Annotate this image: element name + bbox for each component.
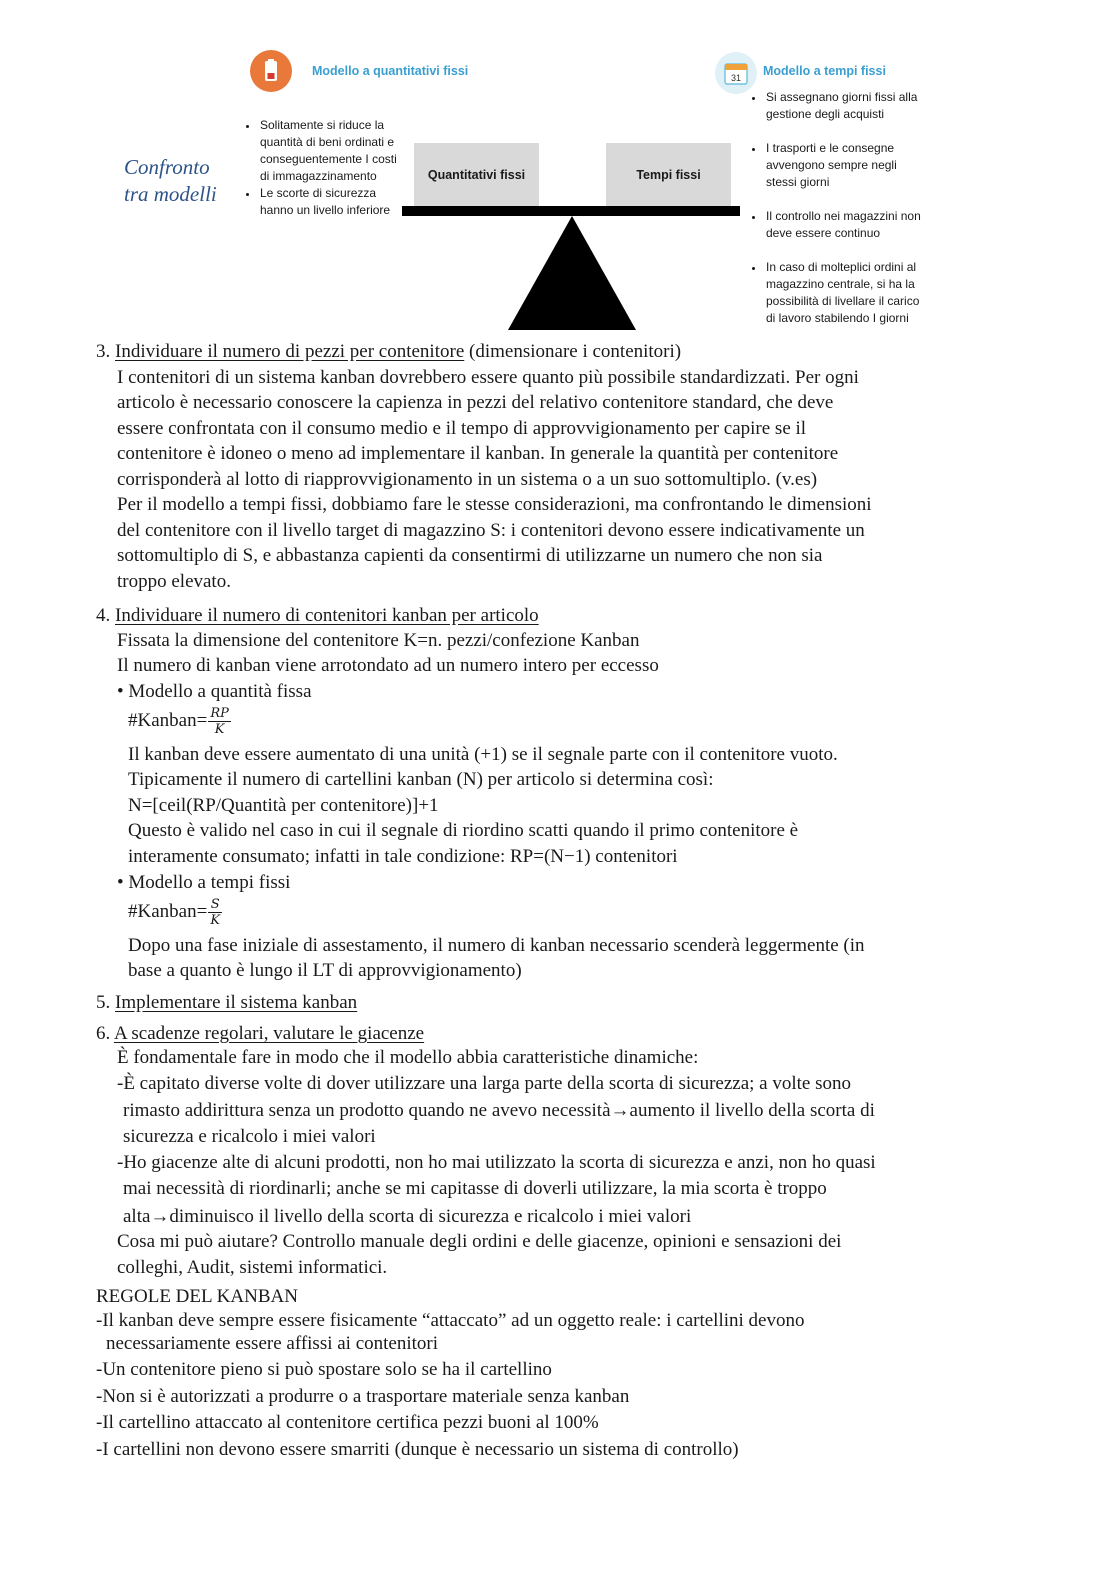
model-2-formula (128, 897, 222, 928)
s3-line: troppo elevato. (117, 571, 231, 592)
m1-line: Il kanban deve essere aumentato di una unità (+1) se il segnale parte con il contenitore vuoto. (128, 744, 838, 765)
calendar-icon (715, 52, 757, 94)
model-1-formula (128, 706, 231, 737)
m2-line: Dopo una fase iniziale di assestamento, il numero di kanban necessario scenderà leggermente (in (128, 935, 865, 956)
s6-line: mai necessità di riordinarli; anche se mi capitasse di doverli utilizzare, la mia scorta è troppo (123, 1178, 827, 1199)
m1-line: Questo è valido nel caso in cui il segnale di riordino scatti quando il primo contenitore è (128, 820, 799, 841)
section-6-title: A scadenze regolari, valutare le giacenze (113, 1023, 425, 1044)
formula-lhs: #Kanban= (128, 900, 208, 922)
section-3-title: Individuare il numero di pezzi per contenitore (115, 341, 465, 362)
fraction (208, 706, 231, 737)
rules-heading: REGOLE DEL KANBAN (96, 1286, 298, 1307)
s3-line: del contenitore con il livello target di magazzino S: i contenitori devono essere indicativamente un (117, 520, 865, 541)
section-6-number: 6. (96, 1023, 111, 1044)
right-bullet: • I trasporti e le consegne avvengono sempre negli stessi giorni (764, 140, 924, 191)
section-4-title: Individuare il numero di contenitori kanban per articolo (115, 605, 539, 626)
section-3-number: 3. (96, 341, 111, 362)
s4-intro-line: Fissata la dimensione del contenitore K=n. pezzi/confezione Kanban (117, 630, 640, 651)
s6-line: È fondamentale fare in modo che il modello abbia caratteristiche dinamiche: (117, 1047, 699, 1068)
m1-line: interamente consumato; infatti in tale condizione: RP=(N−1) contenitori (128, 846, 678, 867)
rule-line: necessariamente essere affissi ai contenitori (106, 1333, 439, 1354)
s6-line: -È capitato diverse volte di dover utilizzare una larga parte della scorta di sicurezza; a volte sono (117, 1073, 852, 1094)
s3-line: Per il modello a tempi fissi, dobbiamo fare le stesse considerazioni, ma confrontando le dimensioni (117, 494, 872, 515)
battery-low-icon (250, 50, 292, 92)
fraction-denominator: K (210, 913, 221, 928)
rule-line: -Un contenitore pieno si può spostare solo se ha il cartellino (96, 1359, 552, 1380)
s3-line: articolo è necessario conoscere la capienza in pezzi del relativo contenitore standard, che deve (117, 392, 834, 413)
section-3-heading (96, 339, 681, 365)
s3-line: contenitore è idoneo o meno ad implementare il kanban. In generale la quantità per contenitore (117, 443, 839, 464)
m1-line: Tipicamente il numero di cartellini kanban (N) per articolo si determina così: (128, 769, 714, 790)
section-4-heading (96, 603, 539, 629)
rule-line: -Il kanban deve sempre essere fisicamente “attaccato” ad un oggetto reale: i cartellini devono (96, 1310, 805, 1331)
fraction-numerator: RP (210, 706, 229, 721)
section-4-number: 4. (96, 605, 111, 626)
section-3-title-suffix: (dimensionare i contenitori) (464, 341, 682, 362)
formula-lhs: #Kanban= (128, 709, 208, 731)
section-5-number: 5. (96, 992, 111, 1013)
comparison-figure (0, 0, 1116, 345)
m2-line: base a quanto è lungo il LT di approvvigionamento) (128, 960, 522, 981)
rule-line: -Non si è autorizzati a produrre o a trasportare materiale senza kanban (96, 1386, 630, 1407)
section-5-heading (96, 990, 357, 1016)
model-2-bullet: • Modello a tempi fissi (117, 872, 291, 893)
scale-right-box: Tempi fissi (606, 143, 731, 206)
side-label-line2: tra modelli (124, 182, 217, 206)
scale-beam (402, 206, 740, 216)
right-bullet: • In caso di molteplici ordini al magazzino centrale, si ha la possibilità di livellare il carico di lavoro stabilendo I giorni (764, 259, 924, 327)
s6-line: -Ho giacenze alte di alcuni prodotti, non ho mai utilizzato la scorta di sicurezza e anzi, non ho quasi (117, 1152, 876, 1173)
rule-line: -I cartellini non devono essere smarriti (dunque è necessario un sistema di controllo) (96, 1439, 739, 1460)
right-bullet: • Il controllo nei magazzini non deve essere continuo (764, 208, 924, 242)
side-label-line1: Confronto (124, 155, 210, 179)
fraction-denominator: K (214, 722, 225, 737)
left-model-bullets (238, 117, 408, 219)
s3-line: sottomultiplo di S, e abbastanza capienti da consentirmi di utilizzarne un numero che non sia (117, 545, 823, 566)
s6-line: colleghi, Audit, sistemi informatici. (117, 1257, 388, 1278)
left-bullet: • Le scorte di sicurezza hanno un livello inferiore (258, 185, 408, 219)
s6-line: rimasto addirittura senza un prodotto quando ne avevo necessità→aumento il livello della scorta di (123, 1100, 875, 1121)
m1-line: N=[ceil(RP/Quantità per contenitore)]+1 (128, 795, 439, 816)
model-1-bullet: • Modello a quantità fissa (117, 681, 312, 702)
right-model-bullets (744, 89, 924, 327)
fraction (208, 897, 222, 928)
fraction-numerator: S (208, 897, 222, 913)
right-bullet: • Si assegnano giorni fissi alla gestione degli acquisti (764, 89, 924, 123)
rule-line: -Il cartellino attaccato al contenitore certifica pezzi buoni al 100% (96, 1412, 599, 1433)
s3-line: corrisponderà al lotto di riapprovvigionamento in un sistema o a un suo sottomultiplo. (v.es) (117, 469, 818, 490)
s3-line: I contenitori di un sistema kanban dovrebbero essere quanto più possibile standardizzati. Per ogni (117, 367, 859, 388)
left-model-title: Modello a quantitativi fissi (312, 64, 469, 78)
scale-left-box: Quantitativi fissi (414, 143, 539, 206)
left-bullet: • Solitamente si riduce la quantità di beni ordinati e conseguentemente I costi di immagazzinamento (258, 117, 408, 185)
s6-line: sicurezza e ricalcolo i miei valori (123, 1126, 376, 1147)
s6-line: alta→diminuisco il livello della scorta di sicurezza e ricalcolo i miei valori (123, 1206, 692, 1227)
section-6-heading (96, 1021, 424, 1047)
scale-fulcrum (508, 216, 636, 330)
figure-side-label (124, 154, 234, 208)
s6-line: Cosa mi può aiutare? Controllo manuale degli ordini e delle giacenze, opinioni e sensazioni dei (117, 1231, 842, 1252)
right-model-title: Modello a tempi fissi (763, 64, 886, 78)
s3-line: essere confrontata con il consumo medio e il tempo di approvvigionamento per capire se il (117, 418, 807, 439)
calendar-day: 31 (730, 73, 742, 83)
s4-intro-line: Il numero di kanban viene arrotondato ad un numero intero per eccesso (117, 655, 659, 676)
section-5-title: Implementare il sistema kanban (115, 992, 358, 1013)
